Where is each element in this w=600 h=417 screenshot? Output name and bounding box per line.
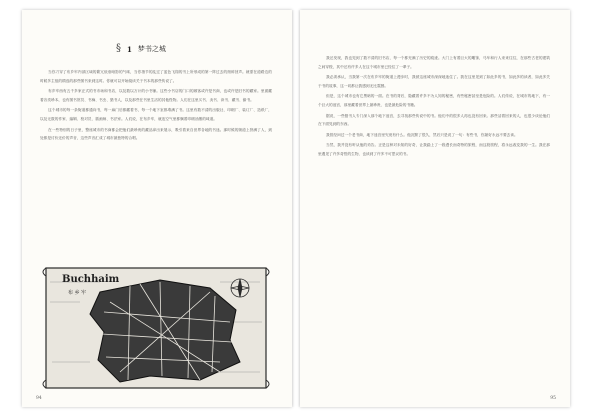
page-number-right: 95 bbox=[550, 396, 556, 401]
paragraph: 我还发现，我也见到了数不清的旧书店，每一个都充满了历史的痕迹。大门上有着巨大的雕饰，马车和行人来来往往，在那些古老的建筑之间穿梭，其中还有许多人在这个城市里已经住了一辈子。 bbox=[318, 56, 550, 69]
paragraph: 但是，这个城市也有它黑暗的一面。在书的背后，隐藏着许多不为人知的秘密，有些秘密甚至是危险的。人们传说，在城市的地下，有一个巨大的迷宫，那里藏着世界上最珍贵、也是最危险的书籍。 bbox=[318, 94, 550, 107]
chapter-number: 1 bbox=[127, 44, 132, 54]
paragraph: 当然，我并没有听从他的劝告。正是这种对未知的好奇，让我踏上了一段漫长而奇特的旅程，而这段旅程，将永远改变我的一生。我在那里遇见了许多奇怪的生物，也读到了许多不可思议的书。 bbox=[318, 143, 550, 156]
paragraph: 据说，一些猎书人专门深入那个地下迷宫，去寻找那些传说中的书。他们中的很多人再也没有回来。那些活着回来的人，也很少谈论他们在下面见到的东西。 bbox=[318, 113, 550, 127]
paragraph: 在一些特别的日子里，整座城市的书商都会把他们最珍贵的藏品拿出来展示，吸引着来自世界各地的书迷。那时候的街道上挤满了人，到处都是讨价还价的声音，这些声音汇成了城市最独特的合唱。 bbox=[40, 127, 272, 141]
chapter-heading bbox=[116, 44, 166, 54]
chapter-title: 梦书之城 bbox=[137, 45, 166, 53]
paragraph: 布乡牢西有五千多家正式的书市场和书店，以及数以万计的小书铺。这些小书店的门口的顾客或许是书商，也或许是旧书的藏家。里面藏着各类珍本，也有图书馆员、书痴、书虫、猎书人，以及那些在书里生活的其他怪物。人们在这里买书、卖书、读书、藏书、偷书。 bbox=[40, 89, 272, 102]
paragraph: 这个城市的每一条街道都通向书，每一扇门后都藏着书，每一个地下室都堆满了书。这里有数不清的出版社、印刷厂、装订厂、造纸厂，以及无数的作家、编辑、校对员、插画师、书法家。人们说，在布乡牢，就连空气里都飘着印刷油墨的味道。 bbox=[40, 108, 272, 121]
left-body-text bbox=[40, 68, 272, 258]
paragraph: 当你刀穿了布乡牢内部区域的繁冗低垂暗影的气味，当你指节的乱过了蓝色飞翔的书上所形成的第一阵过去的细碎回声。就需在道路边的时候多主组的精选的那些图书来到这时。你就可以开始阅读关于书本的那些传说了。 bbox=[40, 70, 272, 83]
right-body-text bbox=[318, 54, 550, 394]
right-page bbox=[300, 10, 570, 407]
paragraph: 我曾经问过一个老书商，地下迷宫里究竟有什么。他沉默了很久，然后只是说了一句：有些书，你最好永远不要去读。 bbox=[326, 132, 518, 137]
left-page bbox=[22, 10, 292, 407]
chapter-mark-icon: § bbox=[116, 43, 121, 54]
map-title: Buchhaim bbox=[62, 274, 120, 285]
page-number-left: 94 bbox=[36, 396, 42, 401]
city-map-illustration bbox=[40, 262, 272, 394]
map-subtitle: 布 乡 牢 bbox=[68, 290, 87, 296]
paragraph: 我必须承认，当我第一次在布乡牢的街道上漫步时，我被这座城市深深地迷住了。我在这里见到了如此多的书，如此多的读者，如此多关于书的故事，这一切都让我感到无比震撼。 bbox=[318, 75, 550, 88]
